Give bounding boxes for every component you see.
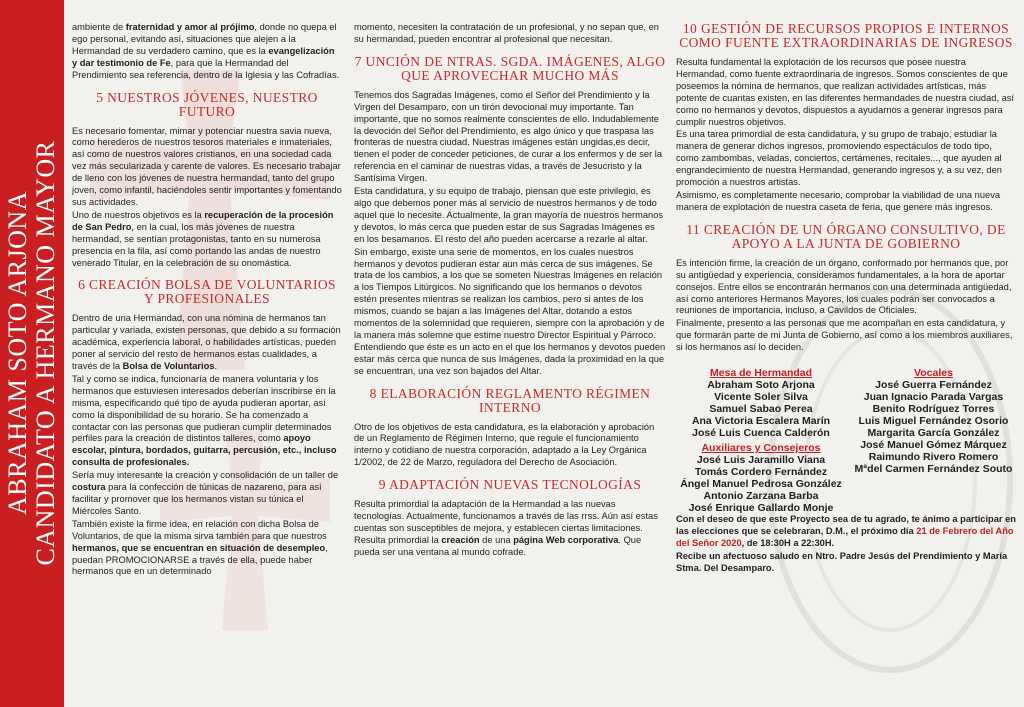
aux-member: Ángel Manuel Pedrosa González: [680, 478, 842, 491]
mesa-member: Ana Victoria Escalera Marín: [691, 415, 831, 428]
section-11-paragraph-2: Finalmente, presento a las personas que me acompañan en esta candidatura, y que formarán parte de mi Junta de Gobierno, así como a los miembros auxiliares, si los hermanos así lo deciden.: [676, 318, 1013, 353]
vocal-member: Benito Rodríguez Torres: [872, 403, 995, 416]
section-7-paragraph-1: Tenemos dos Sagradas Imágenes, como el Señor del Prendimiento y la Virgen del Desamparo, con un tirón devocional muy importante. Tan importante, que no somos realmente conscientes de ello. Indudablemente la devoción del Señor del Prendimiento, es algo único y que traspasa las fronteras de nuestra ciudad. Nuestras imágenes están ungidas,es decir, tienen el poder de conceder peticiones, de curar a los enfermos y de ser la referencia en el caminar de nuestras vidas, a través de Jesucristo y la Santísima Virgen.: [354, 89, 663, 184]
names-right-column: [851, 364, 1016, 514]
section-10-paragraph-3: Asimismo, es completamente necesario, comprobar la viabilidad de una nueva manera de explotación de nuestra caseta de feria, que genere más ingresos.: [676, 189, 1001, 212]
candidate-list: [676, 364, 1016, 514]
section-8-paragraph: Otro de los objetivos de esta candidatura, es la elaboración y aprobación de un Reglamento de Régimen Interno, que regule el funcionamiento interno y cotidiano de nuestra corporación, adaptado a la Ley Orgánica 1/2002, de 22 de Marzo, reguladora del Derecho de Asociación.: [354, 421, 655, 468]
section-11-paragraph-1: Es intención firme, la creación de un órgano, conformado por hermanos que, por su antigüedad y experiencia, consideramos fundamentales, a la hora de aportar consejos. Entre ellos se encontrarán hermanos con una determinada antigüedad, así como anteriores Hermanos Mayores, los cuales podrán ser convocados a reuniones de importancia, incluso, a Cavildos de Oficiales.: [676, 257, 1012, 316]
section-10-paragraph-2: Es una tarea primordial de esta candidatura, y su grupo de trabajo, estudiar la manera de generar dichos ingresos, promoviendo espectáculos de todo tipo, como zambombas, veladas, conciertos, certámenes, recitales..., que ayuden al engrandecimiento de nuestra Hermandad, generando ingresos y, a su vez, den promoción a nuestros artistas.: [676, 129, 1002, 188]
section-6-paragraph-1: Dentro de una Hermandad, con una nómina de hermanos tan particular y variada, existen personas, que debido a su formación académica, experiencia laboral, o habilidades artísticas, pueden poner al servicio del resto de hermanos estas cualidades, a través de la Bolsa de Voluntarios.: [72, 313, 341, 372]
vocal-member: Mªdel Carmen Fernández Souto: [854, 463, 1013, 476]
intro-paragraph: ambiente de fraternidad y amor al prójimo, donde no quepa el ego personal, evitando así, situaciones que alejen a la Hermandad de su verdadero camino, que es la evangelización y dar testimonio de Fe, para que la Hermandad del Prendimiento sea referencia, dentro de la Iglesia y las Cofradías.: [72, 22, 340, 80]
spine-title-line-1: ABRAHAM SOTO ARJONA: [3, 191, 32, 515]
aux-member: José Luis Jaramillo Viana: [696, 454, 826, 467]
section-7-heading: 7 UNCIÓN DE NTRAS. SGDA. IMÁGENES, ALGO QUE APROVECHAR MUCHO MÁS: [354, 53, 666, 83]
red-spine-band: [0, 0, 64, 707]
mesa-member: Abraham Soto Arjona: [707, 379, 815, 392]
vocal-member: Luis Miguel Fernández Osorio: [858, 415, 1009, 428]
continuation-paragraph: momento, necesiten la contratación de un profesional, y no sepan que, en su hermandad, pueden encontrar al profesional que necesitan.: [354, 22, 659, 44]
vocal-member: José Guerra Fernández: [875, 379, 992, 392]
section-10-paragraph-1: Resulta fundamental la explotación de los recursos que posee nuestra Hermandad, como fuente extraordinaria de ingresos. Somos conscientes de que poseemos la nómina de hermanos, que realizan actividades artísticas, más potente de cuantas existen, en las diferentes hermandades de nuestra ciudad, así como no hermanos y devotos, dispuestos a ayudarnos a generar ingresos para cumplir nuestros objetivos.: [676, 57, 1015, 127]
aux-member: José Enrique Gallardo Monje: [688, 502, 834, 515]
mesa-member: Vicente Soler Silva: [714, 391, 808, 404]
election-date: 21 de Febrero del Año del Señor 2020: [676, 525, 1014, 548]
aux-member: Tomás Cordero Fernández: [694, 466, 828, 479]
vocal-member: Juan Ignacio Parada Vargas: [863, 391, 1004, 404]
vocal-member: Raimundo Rivero Romero: [868, 451, 999, 464]
section-11-heading: 11 CREACIÓN DE UN ÓRGANO CONSULTIVO, DE APOYO A LA JUNTA DE GOBIERNO: [686, 221, 1006, 251]
vocal-member: Margarita García González: [867, 427, 1000, 440]
section-9-heading: 9 ADAPTACIÓN NUEVAS TECNOLOGÍAS: [378, 477, 642, 493]
mesa-title: Mesa de Hermandad: [709, 367, 813, 380]
section-6-heading: 6 CREACIÓN BOLSA DE VOLUNTARIOS Y PROFESIONALES: [78, 277, 336, 307]
section-6-paragraph-3: Sería muy interesante la creación y consolidación de un taller de costura para la confección de túnicas de nazareno, para así facilitar y promover que los hermanos vistan su túnica el Miércoles Santo.: [72, 470, 339, 516]
section-8-heading: 8 ELABORACIÓN REGLAMENTO RÉGIMEN INTERNO: [369, 385, 651, 415]
section-6-paragraph-4: También existe la firme idea, en relación con dicha Bolsa de Voluntarios, de que la misma sirva también para que nuestros hermanos, que se encuentran en situación de desempleo, puedan PROMOCIONARSE a través de ella, puede haber hermanos que en un determinado: [72, 518, 328, 577]
section-5-paragraph-1: Es necesario fomentar, mimar y potenciar nuestra savia nueva, como herederos de nuestros tesoros materiales e inmateriales, así como de nuestros valores cristianos, en una sociedad cada vez más secularizada y carente de valores. Es necesario trabajar de lleno con los jóvenes de nuestra hermandad, tanto del grupo joven, como infantil, haciéndoles sentir importantes y fomentando sus actividades.: [72, 125, 342, 207]
section-7-paragraph-2: Esta candidatura, y su equipo de trabajo, piensan que este privilegio, es algo que debemos poner más al servicio de nuestros hermanos y de todo aquel que lo necesite. Actualmente, la gran mayoría de nuestros hermanos y devotos, lo más cerca que pueden estar de sus Sagradas Imágenes es en los besamanos. El resto del año pueden acercarse a rezarle al altar.: [354, 186, 664, 244]
mesa-member: Samuel Sabao Perea: [709, 403, 813, 416]
column-1: [72, 22, 342, 579]
spine-title: [4, 13, 60, 693]
aux-title: Auxiliares y Consejeros: [701, 442, 821, 455]
column-2: [354, 22, 666, 560]
section-7-paragraph-3: Sin embargo, existe una serie de momentos, en los cuales nuestros hermanos y devotos pudieran estar aun más cerca de sus imágenes. Se trata de los cambios, a los que se someten Nuestras Imágenes en relación a los Tiempos Litúrgicos. No significando que los hermanos o devotos estén presentes mientras se realizan los cambios, pero si antes de los mismos, cuando se bajan a las Imágenes del Altar, dotando a estos momentos de la solemnidad que requieren, siempre con la aprobación y de la manera más solemne que estime nuestro Director Espiritual y Párroco. Entendiendo que éste es un acto en el que los hermanos y devotos pueden estar más cerca que nunca de sus Imágenes, dada la proximidad en la que se encuentran, una vez son bajados del Altar.: [354, 246, 666, 376]
names-left-column: [676, 364, 846, 514]
vocales-title: Vocales: [914, 367, 953, 380]
aux-member: Antonio Zarzana Barba: [703, 490, 819, 503]
spine-title-line-2: CANDIDATO A HERMANO MAYOR: [31, 140, 60, 566]
section-5-paragraph-2: Uno de nuestros objetivos es la recuperación de la procesión de San Pedro, en la cual, los más jóvenes de nuestra hermandad, se sentían protagonistas, tanto en su numerosa presencia en la fila, así como portando las andas de nuestro venerado Titular, en la celebración de su onomástica.: [72, 209, 334, 268]
section-9-paragraph: Resulta primordial la adaptación de la Hermandad a las nuevas tecnologías. Actualmente, funcionamos a través de las rrss. Aún así estas cuentas son susceptibles de mejora, y establecen ciertas limitaciones. Resulta primordial la creación de una página Web corporativa. Que pueda ser una ventana al mundo cofrade.: [354, 499, 658, 557]
section-6-paragraph-2: Tal y como se indica, funcionaría de manera voluntaria y los hermanos que estuviesen interesados deberían inscribirse en la misma, especificando qué tipo de ayuda pudieran aportar, así como la disponibilidad de su horario. Se ha comenzado a contactar con las personas que pudieran cumplir determinados perfiles para la creación de distintos talleres, como apoyo escolar, pintura, bordados, guitarra, percusión, etc., incluso consulta de profesionales.: [72, 373, 337, 468]
closing-greeting: Recibe un afectuoso saludo en Ntro. Padre Jesús del Prendimiento y María Stma. Del Desamparo.: [676, 550, 1008, 573]
mesa-member: José Luis Cuenca Calderón: [692, 427, 830, 440]
section-10-heading: 10 GESTIÓN DE RECURSOS PROPIOS E INTERNOS COMO FUENTE EXTRAORDINARIAS DE INGRESOS: [679, 21, 1013, 50]
closing-invitation: Con el deseo de que este Proyecto sea de tu agrado, te ánimo a participar en las elecciones que se celebraran, D.M., el próximo día 21 de Febrero del Año del Señor 2020, de 18:30H a 22:30H.: [676, 514, 1016, 548]
section-5-heading: 5 NUESTROS JÓVENES, NUESTRO FUTURO: [96, 89, 318, 119]
column-3: [676, 22, 1016, 576]
vocal-member: José Manuel Gómez Márquez: [860, 439, 1007, 452]
